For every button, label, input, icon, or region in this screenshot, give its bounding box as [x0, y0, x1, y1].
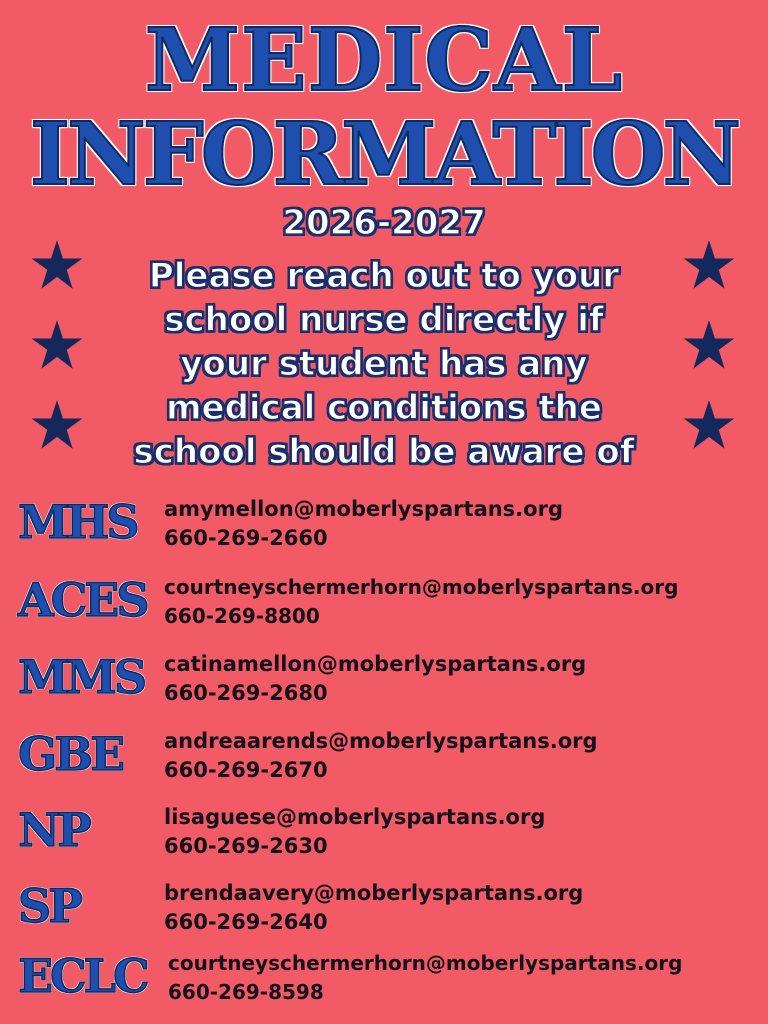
school-year: 2026-2027 — [282, 203, 486, 243]
star-icon — [30, 398, 84, 452]
nurse-message — [100, 254, 668, 474]
school-contact — [168, 949, 682, 1007]
phone-number[interactable]: 660-269-2670 — [164, 758, 328, 782]
title-medical: MEDICAL — [144, 10, 624, 111]
school-row-mms — [0, 647, 768, 717]
phone-number[interactable]: 660-269-8800 — [164, 604, 320, 628]
star-icon — [30, 318, 84, 372]
star-icon — [682, 238, 736, 292]
school-row-gbe — [0, 724, 768, 794]
star-icon — [682, 398, 736, 452]
message-line: school nurse directly if — [164, 300, 604, 340]
school-row-sp — [0, 876, 768, 946]
school-abbr: NP — [18, 803, 89, 857]
phone-number[interactable]: 660-269-2660 — [164, 526, 328, 550]
school-abbr: GBE — [18, 727, 123, 781]
school-row-aces — [0, 570, 768, 640]
phone-number[interactable]: 660-269-2680 — [164, 681, 328, 705]
school-contact — [164, 727, 598, 785]
email-link[interactable]: courtneyschermerhorn@moberlyspartans.org — [164, 575, 679, 599]
star-icon — [682, 318, 736, 372]
email-link[interactable]: amymellon@moberlyspartans.org — [164, 497, 563, 521]
message-line: Please reach out to your — [148, 256, 620, 296]
school-contact — [164, 803, 545, 861]
phone-number[interactable]: 660-269-8598 — [168, 980, 324, 1004]
email-link[interactable]: catinamellon@moberlyspartans.org — [164, 652, 587, 676]
school-abbr: ACES — [18, 573, 147, 627]
school-contact — [164, 650, 586, 708]
star-icon — [30, 238, 84, 292]
email-link[interactable]: courtneyschermerhorn@moberlyspartans.org — [168, 951, 683, 975]
school-contact — [164, 879, 583, 937]
school-abbr: SP — [18, 879, 80, 933]
message-line: school should be aware of — [133, 432, 635, 472]
message-line: medical conditions the — [166, 388, 602, 428]
phone-number[interactable]: 660-269-2640 — [164, 910, 328, 934]
email-link[interactable]: andreaarends@moberlyspartans.org — [164, 729, 598, 753]
email-link[interactable]: brendaavery@moberlyspartans.org — [164, 881, 584, 905]
message-line: your student has any — [180, 344, 588, 384]
email-link[interactable]: lisaguese@moberlyspartans.org — [164, 805, 546, 829]
school-abbr: MHS — [18, 495, 137, 549]
school-row-mhs — [0, 492, 768, 562]
school-contact — [164, 495, 563, 553]
school-abbr: MMS — [18, 650, 145, 704]
school-abbr: ECLC — [18, 949, 147, 1003]
phone-number[interactable]: 660-269-2630 — [164, 834, 328, 858]
school-contact — [164, 573, 678, 631]
school-row-eclc — [0, 946, 768, 1016]
title-information: INFORMATION — [29, 104, 739, 205]
school-row-np — [0, 800, 768, 870]
